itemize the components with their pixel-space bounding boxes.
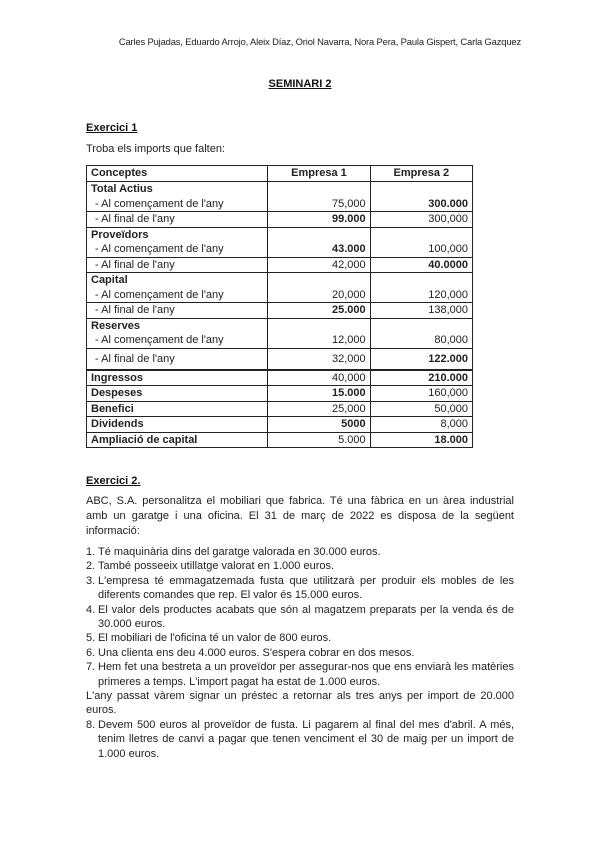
empresa-2-value: 122.000 xyxy=(370,348,472,370)
exercise-2-list xyxy=(86,545,514,761)
row-label: Dividends xyxy=(87,417,268,433)
table-row xyxy=(87,432,473,448)
authors-line: Carles Pujadas, Eduardo Arrojo, Aleix Díaz, Oriol Navarra, Nora Pera, Paula Gispert, Carla Gazquez xyxy=(118,36,521,47)
item-text: L'any passat vàrem signar un préstec a retornar als tres anys per import de 20.000 euros. xyxy=(86,690,514,717)
empresa-1-value: 75,000 xyxy=(268,197,370,212)
item-text: El mobiliari de l'oficina té un valor de 800 euros. xyxy=(98,632,332,645)
list-item xyxy=(86,660,514,689)
empresa-1-value: 5000 xyxy=(268,417,370,433)
item-text: El valor dels productes acabats que són al magatzem preparats per la venda és de 30.000 euros. xyxy=(98,603,514,631)
group-label: Reserves xyxy=(87,318,268,333)
item-number: 5. xyxy=(86,632,96,645)
list-item xyxy=(86,574,514,603)
empresa-2-value: 300.000 xyxy=(370,197,472,212)
row-label: - Al començament de l'any xyxy=(87,288,268,303)
empresa-2-value: 138,000 xyxy=(370,303,472,319)
group-row xyxy=(87,318,473,333)
item-number: 2. xyxy=(86,560,96,573)
item-text: Una clienta ens deu 4.000 euros. S'espera cobrar en dos mesos. xyxy=(98,646,415,659)
item-number: 7. xyxy=(86,661,96,674)
row-label: Ingressos xyxy=(87,370,268,386)
list-item xyxy=(86,545,514,559)
group-label: Total Actius xyxy=(87,182,268,197)
table-row xyxy=(87,288,473,303)
col-header-empresa-2: Empresa 2 xyxy=(370,166,472,182)
table-row xyxy=(87,417,473,433)
row-label: Despeses xyxy=(87,386,268,402)
empresa-2-value: 120,000 xyxy=(370,288,472,303)
item-number: 4. xyxy=(86,603,96,616)
list-item xyxy=(86,603,514,632)
list-item xyxy=(86,631,514,645)
table-row xyxy=(87,401,473,417)
col-header-empresa-1: Empresa 1 xyxy=(268,166,370,182)
empresa-1-value: 32,000 xyxy=(268,348,370,370)
group-row xyxy=(87,182,473,197)
empresa-1-value: 43.000 xyxy=(268,242,370,257)
row-label: - Al final de l'any xyxy=(87,212,268,228)
row-label: - Al final de l'any xyxy=(87,303,268,319)
table-row xyxy=(87,370,473,386)
empresa-1-value: 20,000 xyxy=(268,288,370,303)
table-row xyxy=(87,348,473,370)
empresa-2-value: 8,000 xyxy=(370,417,472,433)
empresa-1-value: 5.000 xyxy=(268,432,370,448)
group-row xyxy=(87,227,473,242)
empresa-2-value: 210.000 xyxy=(370,370,472,386)
list-item xyxy=(86,689,514,718)
exercise-1-heading: Exercici 1 xyxy=(86,122,138,134)
table-row xyxy=(87,242,473,257)
empresa-1-value: 40,000 xyxy=(268,370,370,386)
empresa-1-value: 12,000 xyxy=(268,333,370,348)
table-row xyxy=(87,257,473,273)
item-text: L'empresa té emmagatzemada fusta que utilitzarà per produir els mobles de les diferents comandes que rep. El valor és 15.000 euros. xyxy=(98,574,514,602)
item-number: 8. xyxy=(86,718,96,731)
empresa-2-value: 300,000 xyxy=(370,212,472,228)
group-label: Capital xyxy=(87,273,268,288)
table-row xyxy=(87,333,473,348)
row-label: - Al començament de l'any xyxy=(87,242,268,257)
empresa-2-value: 160,000 xyxy=(370,386,472,402)
row-label: - Al final de l'any xyxy=(87,348,268,370)
table-row xyxy=(87,197,473,212)
row-label: Ampliació de capital xyxy=(87,432,268,448)
exercise-1-instruction: Troba els imports que falten: xyxy=(86,143,225,155)
empresa-1-value: 15.000 xyxy=(268,386,370,402)
exercise-2-intro: ABC, S.A. personalitza el mobiliari que fabrica. Té una fàbrica en un àrea industrial amb un garatge i una oficina. El 31 de març de 2022 es disposa de la següent informació: xyxy=(86,495,514,537)
row-label: - Al començament de l'any xyxy=(87,333,268,348)
table-row xyxy=(87,386,473,402)
row-label: - Al començament de l'any xyxy=(87,197,268,212)
empresa-2-value: 18.000 xyxy=(370,432,472,448)
empresa-1-value: 42,000 xyxy=(268,257,370,273)
empresa-1-value: 25.000 xyxy=(268,303,370,319)
table-row xyxy=(87,303,473,319)
empresa-2-value: 50,000 xyxy=(370,401,472,417)
row-label: - Al final de l'any xyxy=(87,257,268,273)
list-item xyxy=(86,718,514,761)
item-text: També posseeix utillatge valorat en 1.000 euros. xyxy=(98,560,335,573)
row-label: Benefici xyxy=(87,401,268,417)
document-title: SEMINARI 2 xyxy=(268,78,332,90)
group-row xyxy=(87,273,473,288)
list-item xyxy=(86,646,514,660)
item-text: Hem fet una bestreta a un proveïdor per assegurar-nos que ens enviarà les matèries primeres a temps. L'import pagat ha estat de 1.000 euros. xyxy=(98,661,514,688)
item-text: Devem 500 euros al proveïdor de fusta. Li pagarem al final del mes d'abril. A més, tenim lletres de canvi a pagar que tenen venciment el 30 de maig per un import de 1.000 euros. xyxy=(98,718,514,760)
table-header-row xyxy=(87,166,473,182)
table-row xyxy=(87,212,473,228)
col-header-conceptes: Conceptes xyxy=(87,166,268,182)
empresa-1-value: 99.000 xyxy=(268,212,370,228)
imports-table xyxy=(86,165,473,448)
item-text: Té maquinària dins del garatge valorada en 30.000 euros. xyxy=(98,546,381,558)
empresa-2-value: 80,000 xyxy=(370,333,472,348)
item-number: 6. xyxy=(86,646,96,659)
list-item xyxy=(86,559,514,573)
empresa-2-value: 100,000 xyxy=(370,242,472,257)
empresa-1-value: 25,000 xyxy=(268,401,370,417)
item-number: 1. xyxy=(86,546,96,558)
group-label: Proveïdors xyxy=(87,227,268,242)
empresa-2-value: 40.0000 xyxy=(370,257,472,273)
item-number: 3. xyxy=(86,574,96,587)
exercise-2-heading: Exercici 2. xyxy=(86,475,141,487)
